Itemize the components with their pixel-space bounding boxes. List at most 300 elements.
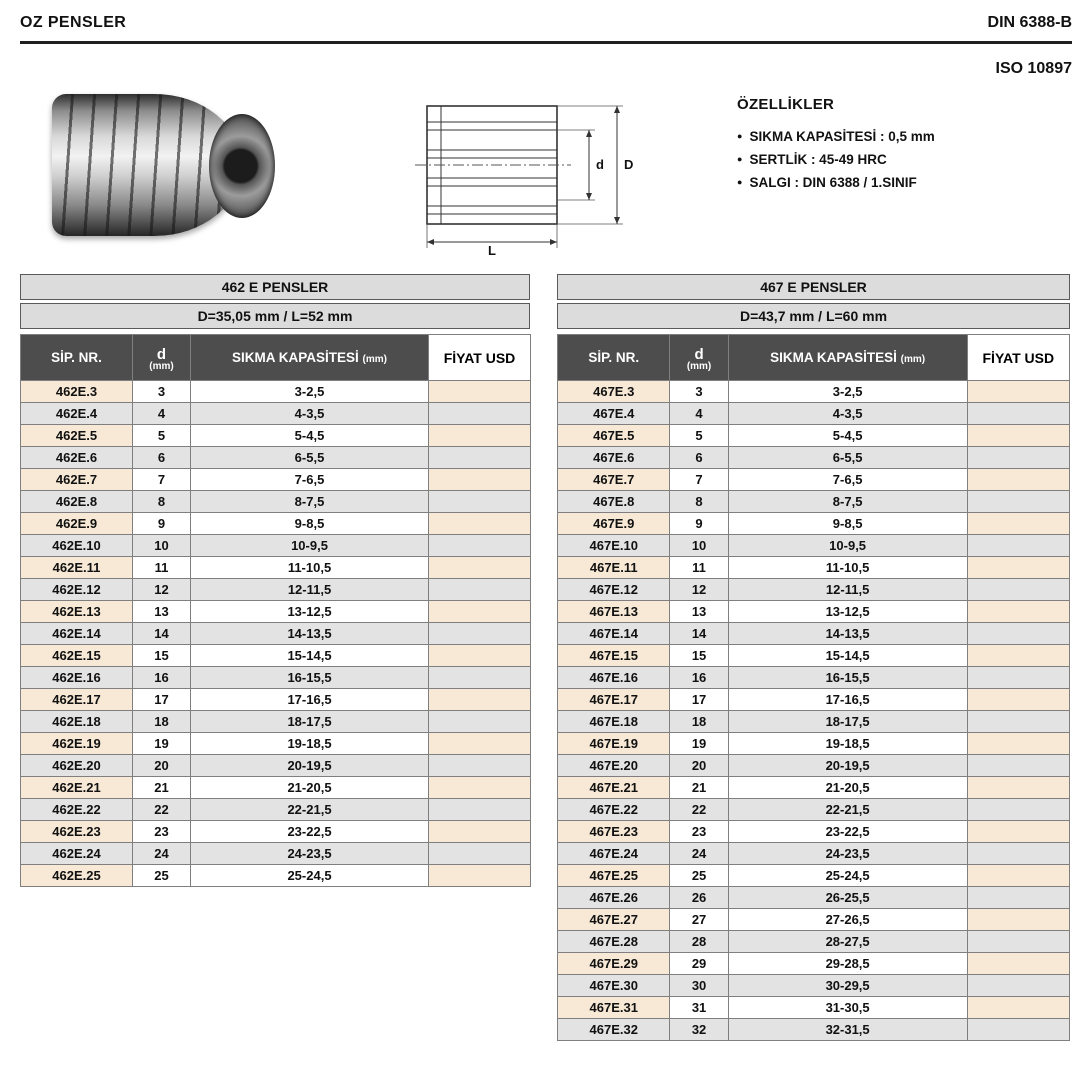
sip-nr-cell: 462E.10 bbox=[21, 535, 133, 557]
sip-nr-cell: 467E.22 bbox=[558, 799, 670, 821]
d-cell: 20 bbox=[670, 755, 728, 777]
fiyat-cell bbox=[967, 425, 1069, 447]
sip-nr-cell: 467E.28 bbox=[558, 931, 670, 953]
sip-nr-cell: 462E.21 bbox=[21, 777, 133, 799]
table-title: 462 E PENSLER bbox=[20, 274, 530, 300]
collet-front-face bbox=[209, 114, 275, 218]
col-header-sip-nr: SİP. NR. bbox=[558, 335, 670, 381]
feature-text: SIKMA KAPASİTESİ : 0,5 mm bbox=[749, 129, 935, 144]
table-row bbox=[558, 1019, 1070, 1041]
table-row bbox=[558, 601, 1070, 623]
fiyat-cell bbox=[967, 601, 1069, 623]
fiyat-cell bbox=[967, 931, 1069, 953]
sip-nr-cell: 467E.24 bbox=[558, 843, 670, 865]
table-row bbox=[558, 997, 1070, 1019]
kapasite-cell: 16-15,5 bbox=[191, 667, 429, 689]
fiyat-cell bbox=[429, 469, 531, 491]
sip-nr-cell: 462E.6 bbox=[21, 447, 133, 469]
table-row bbox=[21, 425, 531, 447]
fiyat-cell bbox=[967, 469, 1069, 491]
table-subtitle: D=43,7 mm / L=60 mm bbox=[557, 303, 1070, 329]
col-header-d: d (mm) bbox=[670, 335, 728, 381]
sip-nr-cell: 462E.11 bbox=[21, 557, 133, 579]
tables-row bbox=[20, 274, 1072, 1041]
kapasite-cell: 9-8,5 bbox=[191, 513, 429, 535]
fiyat-cell bbox=[967, 887, 1069, 909]
sip-nr-cell: 462E.14 bbox=[21, 623, 133, 645]
d-cell: 6 bbox=[133, 447, 191, 469]
table-row bbox=[21, 579, 531, 601]
d-cell: 17 bbox=[670, 689, 728, 711]
table-title: 467 E PENSLER bbox=[557, 274, 1070, 300]
table-row bbox=[558, 953, 1070, 975]
fiyat-cell bbox=[967, 689, 1069, 711]
kapasite-cell: 24-23,5 bbox=[191, 843, 429, 865]
d-cell: 30 bbox=[670, 975, 728, 997]
price-table bbox=[557, 334, 1070, 1041]
table-row bbox=[558, 821, 1070, 843]
sip-nr-cell: 462E.22 bbox=[21, 799, 133, 821]
d-cell: 23 bbox=[670, 821, 728, 843]
d-cell: 24 bbox=[670, 843, 728, 865]
table-row bbox=[21, 755, 531, 777]
table-row bbox=[558, 733, 1070, 755]
d-cell: 12 bbox=[133, 579, 191, 601]
kapasite-cell: 31-30,5 bbox=[728, 997, 967, 1019]
fiyat-cell bbox=[967, 975, 1069, 997]
sip-nr-cell: 467E.26 bbox=[558, 887, 670, 909]
sip-nr-cell: 462E.24 bbox=[21, 843, 133, 865]
table-row bbox=[21, 557, 531, 579]
d-cell: 18 bbox=[133, 711, 191, 733]
kapasite-cell: 18-17,5 bbox=[728, 711, 967, 733]
kapasite-cell: 26-25,5 bbox=[728, 887, 967, 909]
fiyat-cell bbox=[429, 381, 531, 403]
fiyat-cell bbox=[967, 843, 1069, 865]
fiyat-cell bbox=[429, 821, 531, 843]
table-462e bbox=[20, 274, 530, 1041]
col-header-fiyat: FİYAT USD bbox=[429, 335, 531, 381]
d-cell: 5 bbox=[133, 425, 191, 447]
fiyat-cell bbox=[967, 777, 1069, 799]
kapasite-cell: 24-23,5 bbox=[728, 843, 967, 865]
d-cell: 12 bbox=[670, 579, 728, 601]
table-row bbox=[558, 799, 1070, 821]
sip-nr-cell: 462E.16 bbox=[21, 667, 133, 689]
sip-nr-cell: 467E.20 bbox=[558, 755, 670, 777]
page-title: OZ PENSLER bbox=[20, 14, 127, 31]
sip-nr-cell: 467E.3 bbox=[558, 381, 670, 403]
table-row bbox=[558, 579, 1070, 601]
fiyat-cell bbox=[429, 755, 531, 777]
fiyat-cell bbox=[429, 799, 531, 821]
kapasite-cell: 4-3,5 bbox=[728, 403, 967, 425]
header-rule bbox=[20, 41, 1072, 44]
fiyat-cell bbox=[967, 865, 1069, 887]
d-cell: 14 bbox=[133, 623, 191, 645]
sip-nr-cell: 467E.8 bbox=[558, 491, 670, 513]
table-body bbox=[21, 381, 531, 887]
fiyat-cell bbox=[967, 711, 1069, 733]
sip-nr-cell: 467E.17 bbox=[558, 689, 670, 711]
sip-nr-cell: 462E.18 bbox=[21, 711, 133, 733]
page-header bbox=[20, 14, 1072, 32]
d-cell: 17 bbox=[133, 689, 191, 711]
table-row bbox=[558, 425, 1070, 447]
table-row bbox=[558, 689, 1070, 711]
sip-nr-cell: 467E.27 bbox=[558, 909, 670, 931]
table-row bbox=[558, 491, 1070, 513]
table-row bbox=[558, 667, 1070, 689]
table-row bbox=[21, 601, 531, 623]
fiyat-cell bbox=[429, 711, 531, 733]
fiyat-cell bbox=[429, 579, 531, 601]
table-row bbox=[558, 931, 1070, 953]
kapasite-cell: 17-16,5 bbox=[728, 689, 967, 711]
d-cell: 21 bbox=[133, 777, 191, 799]
col-header-fiyat: FİYAT USD bbox=[967, 335, 1069, 381]
table-row bbox=[21, 711, 531, 733]
sip-nr-cell: 467E.30 bbox=[558, 975, 670, 997]
kapasite-cell: 11-10,5 bbox=[191, 557, 429, 579]
kapasite-cell: 12-11,5 bbox=[728, 579, 967, 601]
kapasite-cell: 3-2,5 bbox=[191, 381, 429, 403]
table-row bbox=[21, 535, 531, 557]
table-header-row bbox=[21, 335, 531, 381]
kapasite-cell: 27-26,5 bbox=[728, 909, 967, 931]
d-cell: 14 bbox=[670, 623, 728, 645]
table-row bbox=[21, 623, 531, 645]
table-row bbox=[21, 667, 531, 689]
fiyat-cell bbox=[967, 821, 1069, 843]
sip-nr-cell: 462E.13 bbox=[21, 601, 133, 623]
dim-label-d: d bbox=[596, 157, 604, 172]
kapasite-cell: 19-18,5 bbox=[728, 733, 967, 755]
kapasite-cell: 23-22,5 bbox=[728, 821, 967, 843]
fiyat-cell bbox=[967, 579, 1069, 601]
table-row bbox=[558, 755, 1070, 777]
sip-nr-cell: 467E.6 bbox=[558, 447, 670, 469]
fiyat-cell bbox=[967, 403, 1069, 425]
feature-item bbox=[737, 129, 935, 144]
kapasite-cell: 22-21,5 bbox=[191, 799, 429, 821]
table-row bbox=[558, 513, 1070, 535]
kapasite-cell: 29-28,5 bbox=[728, 953, 967, 975]
d-cell: 25 bbox=[133, 865, 191, 887]
fiyat-cell bbox=[429, 491, 531, 513]
kapasite-cell: 25-24,5 bbox=[191, 865, 429, 887]
table-row bbox=[21, 821, 531, 843]
kapasite-cell: 5-4,5 bbox=[728, 425, 967, 447]
d-cell: 8 bbox=[133, 491, 191, 513]
fiyat-cell bbox=[429, 425, 531, 447]
feature-text: SERTLİK : 45-49 HRC bbox=[749, 152, 887, 167]
kapasite-cell: 4-3,5 bbox=[191, 403, 429, 425]
fiyat-cell bbox=[967, 953, 1069, 975]
kapasite-cell: 25-24,5 bbox=[728, 865, 967, 887]
table-row bbox=[558, 843, 1070, 865]
sip-nr-cell: 462E.4 bbox=[21, 403, 133, 425]
fiyat-cell bbox=[429, 535, 531, 557]
d-cell: 5 bbox=[670, 425, 728, 447]
kapasite-cell: 20-19,5 bbox=[728, 755, 967, 777]
sip-nr-cell: 462E.9 bbox=[21, 513, 133, 535]
table-row bbox=[21, 733, 531, 755]
table-row bbox=[21, 491, 531, 513]
fiyat-cell bbox=[429, 777, 531, 799]
d-cell: 24 bbox=[133, 843, 191, 865]
kapasite-cell: 8-7,5 bbox=[728, 491, 967, 513]
d-cell: 10 bbox=[670, 535, 728, 557]
table-row bbox=[558, 909, 1070, 931]
kapasite-cell: 32-31,5 bbox=[728, 1019, 967, 1041]
sip-nr-cell: 467E.13 bbox=[558, 601, 670, 623]
sip-nr-cell: 462E.7 bbox=[21, 469, 133, 491]
kapasite-cell: 3-2,5 bbox=[728, 381, 967, 403]
fiyat-cell bbox=[429, 513, 531, 535]
sip-nr-cell: 467E.25 bbox=[558, 865, 670, 887]
technical-drawing bbox=[395, 88, 645, 261]
table-body bbox=[558, 381, 1070, 1041]
fiyat-cell bbox=[967, 491, 1069, 513]
standard-label: DIN 6388-B bbox=[987, 14, 1072, 31]
d-cell: 11 bbox=[670, 557, 728, 579]
fiyat-cell bbox=[429, 557, 531, 579]
sip-nr-cell: 467E.18 bbox=[558, 711, 670, 733]
table-row bbox=[21, 469, 531, 491]
bullet-icon: ● bbox=[737, 154, 743, 164]
sip-nr-cell: 467E.32 bbox=[558, 1019, 670, 1041]
sip-nr-cell: 467E.12 bbox=[558, 579, 670, 601]
features-title: ÖZELLİKLER bbox=[737, 96, 835, 113]
sip-nr-cell: 467E.14 bbox=[558, 623, 670, 645]
table-row bbox=[21, 865, 531, 887]
sip-nr-cell: 467E.5 bbox=[558, 425, 670, 447]
d-cell: 11 bbox=[133, 557, 191, 579]
kapasite-cell: 14-13,5 bbox=[191, 623, 429, 645]
fiyat-cell bbox=[967, 799, 1069, 821]
iso-label: ISO 10897 bbox=[995, 60, 1072, 77]
table-row bbox=[21, 689, 531, 711]
table-467e bbox=[557, 274, 1070, 1041]
sip-nr-cell: 467E.11 bbox=[558, 557, 670, 579]
kapasite-cell: 30-29,5 bbox=[728, 975, 967, 997]
d-cell: 27 bbox=[670, 909, 728, 931]
bullet-icon: ● bbox=[737, 131, 743, 141]
features-panel bbox=[737, 88, 935, 198]
fiyat-cell bbox=[967, 557, 1069, 579]
table-header-row bbox=[558, 335, 1070, 381]
sip-nr-cell: 467E.7 bbox=[558, 469, 670, 491]
collet-photo bbox=[52, 88, 277, 243]
fiyat-cell bbox=[429, 733, 531, 755]
d-cell: 8 bbox=[670, 491, 728, 513]
d-cell: 3 bbox=[133, 381, 191, 403]
sip-nr-cell: 467E.10 bbox=[558, 535, 670, 557]
table-row bbox=[21, 645, 531, 667]
sip-nr-cell: 467E.9 bbox=[558, 513, 670, 535]
sip-nr-cell: 467E.23 bbox=[558, 821, 670, 843]
dim-label-D: D bbox=[624, 157, 634, 172]
kapasite-cell: 6-5,5 bbox=[191, 447, 429, 469]
kapasite-cell: 16-15,5 bbox=[728, 667, 967, 689]
table-row bbox=[558, 535, 1070, 557]
kapasite-cell: 11-10,5 bbox=[728, 557, 967, 579]
d-cell: 13 bbox=[670, 601, 728, 623]
table-row bbox=[558, 865, 1070, 887]
d-cell: 9 bbox=[133, 513, 191, 535]
table-subtitle: D=35,05 mm / L=52 mm bbox=[20, 303, 530, 329]
fiyat-cell bbox=[967, 645, 1069, 667]
col-header-kapasite: SIKMA KAPASİTESİ (mm) bbox=[728, 335, 967, 381]
sip-nr-cell: 462E.15 bbox=[21, 645, 133, 667]
table-row bbox=[558, 447, 1070, 469]
table-row bbox=[21, 403, 531, 425]
kapasite-cell: 5-4,5 bbox=[191, 425, 429, 447]
fiyat-cell bbox=[967, 513, 1069, 535]
kapasite-cell: 10-9,5 bbox=[191, 535, 429, 557]
feature-text: SALGI : DIN 6388 / 1.SINIF bbox=[749, 175, 917, 190]
d-cell: 32 bbox=[670, 1019, 728, 1041]
d-cell: 19 bbox=[133, 733, 191, 755]
sip-nr-cell: 462E.12 bbox=[21, 579, 133, 601]
sip-nr-cell: 462E.17 bbox=[21, 689, 133, 711]
sip-nr-cell: 462E.5 bbox=[21, 425, 133, 447]
kapasite-cell: 15-14,5 bbox=[191, 645, 429, 667]
d-cell: 28 bbox=[670, 931, 728, 953]
table-row bbox=[558, 381, 1070, 403]
kapasite-cell: 13-12,5 bbox=[728, 601, 967, 623]
dim-label-L: L bbox=[488, 243, 496, 256]
table-row bbox=[558, 403, 1070, 425]
d-cell: 15 bbox=[133, 645, 191, 667]
fiyat-cell bbox=[429, 623, 531, 645]
d-cell: 23 bbox=[133, 821, 191, 843]
table-row bbox=[21, 843, 531, 865]
d-cell: 15 bbox=[670, 645, 728, 667]
fiyat-cell bbox=[967, 623, 1069, 645]
fiyat-cell bbox=[967, 535, 1069, 557]
bullet-icon: ● bbox=[737, 177, 743, 187]
kapasite-cell: 6-5,5 bbox=[728, 447, 967, 469]
fiyat-cell bbox=[967, 733, 1069, 755]
kapasite-cell: 22-21,5 bbox=[728, 799, 967, 821]
d-cell: 4 bbox=[670, 403, 728, 425]
d-cell: 18 bbox=[670, 711, 728, 733]
table-row bbox=[558, 975, 1070, 997]
kapasite-cell: 8-7,5 bbox=[191, 491, 429, 513]
d-cell: 4 bbox=[133, 403, 191, 425]
feature-item bbox=[737, 152, 935, 167]
fiyat-cell bbox=[967, 909, 1069, 931]
table-row bbox=[21, 777, 531, 799]
d-cell: 22 bbox=[133, 799, 191, 821]
fiyat-cell bbox=[967, 447, 1069, 469]
fiyat-cell bbox=[429, 689, 531, 711]
kapasite-cell: 7-6,5 bbox=[191, 469, 429, 491]
d-cell: 10 bbox=[133, 535, 191, 557]
kapasite-cell: 15-14,5 bbox=[728, 645, 967, 667]
kapasite-cell: 21-20,5 bbox=[191, 777, 429, 799]
d-cell: 25 bbox=[670, 865, 728, 887]
kapasite-cell: 28-27,5 bbox=[728, 931, 967, 953]
fiyat-cell bbox=[967, 997, 1069, 1019]
fiyat-cell bbox=[429, 447, 531, 469]
d-cell: 26 bbox=[670, 887, 728, 909]
kapasite-cell: 18-17,5 bbox=[191, 711, 429, 733]
kapasite-cell: 14-13,5 bbox=[728, 623, 967, 645]
table-row bbox=[558, 711, 1070, 733]
sip-nr-cell: 467E.21 bbox=[558, 777, 670, 799]
table-row bbox=[558, 623, 1070, 645]
kapasite-cell: 23-22,5 bbox=[191, 821, 429, 843]
fiyat-cell bbox=[429, 865, 531, 887]
sip-nr-cell: 462E.23 bbox=[21, 821, 133, 843]
kapasite-cell: 10-9,5 bbox=[728, 535, 967, 557]
fiyat-cell bbox=[967, 667, 1069, 689]
table-row bbox=[558, 887, 1070, 909]
price-table bbox=[20, 334, 531, 887]
table-row bbox=[21, 381, 531, 403]
sip-nr-cell: 467E.29 bbox=[558, 953, 670, 975]
kapasite-cell: 21-20,5 bbox=[728, 777, 967, 799]
kapasite-cell: 7-6,5 bbox=[728, 469, 967, 491]
table-row bbox=[558, 777, 1070, 799]
feature-item bbox=[737, 175, 935, 190]
table-row bbox=[558, 645, 1070, 667]
figures-row bbox=[20, 88, 1072, 258]
fiyat-cell bbox=[967, 381, 1069, 403]
table-row bbox=[558, 469, 1070, 491]
sip-nr-cell: 462E.3 bbox=[21, 381, 133, 403]
d-cell: 3 bbox=[670, 381, 728, 403]
sip-nr-cell: 467E.4 bbox=[558, 403, 670, 425]
col-header-kapasite: SIKMA KAPASİTESİ (mm) bbox=[191, 335, 429, 381]
sip-nr-cell: 467E.31 bbox=[558, 997, 670, 1019]
kapasite-cell: 13-12,5 bbox=[191, 601, 429, 623]
fiyat-cell bbox=[967, 755, 1069, 777]
table-row bbox=[558, 557, 1070, 579]
fiyat-cell bbox=[967, 1019, 1069, 1041]
d-cell: 6 bbox=[670, 447, 728, 469]
d-cell: 21 bbox=[670, 777, 728, 799]
d-cell: 16 bbox=[133, 667, 191, 689]
table-row bbox=[21, 799, 531, 821]
sip-nr-cell: 462E.20 bbox=[21, 755, 133, 777]
kapasite-cell: 20-19,5 bbox=[191, 755, 429, 777]
sip-nr-cell: 462E.19 bbox=[21, 733, 133, 755]
d-cell: 9 bbox=[670, 513, 728, 535]
table-row bbox=[21, 513, 531, 535]
kapasite-cell: 12-11,5 bbox=[191, 579, 429, 601]
fiyat-cell bbox=[429, 667, 531, 689]
d-cell: 19 bbox=[670, 733, 728, 755]
sip-nr-cell: 462E.25 bbox=[21, 865, 133, 887]
fiyat-cell bbox=[429, 843, 531, 865]
fiyat-cell bbox=[429, 645, 531, 667]
sip-nr-cell: 467E.19 bbox=[558, 733, 670, 755]
d-cell: 7 bbox=[133, 469, 191, 491]
sip-nr-cell: 467E.16 bbox=[558, 667, 670, 689]
col-header-sip-nr: SİP. NR. bbox=[21, 335, 133, 381]
kapasite-cell: 17-16,5 bbox=[191, 689, 429, 711]
d-cell: 31 bbox=[670, 997, 728, 1019]
d-cell: 22 bbox=[670, 799, 728, 821]
table-row bbox=[21, 447, 531, 469]
d-cell: 7 bbox=[670, 469, 728, 491]
col-header-d: d (mm) bbox=[133, 335, 191, 381]
sip-nr-cell: 467E.15 bbox=[558, 645, 670, 667]
